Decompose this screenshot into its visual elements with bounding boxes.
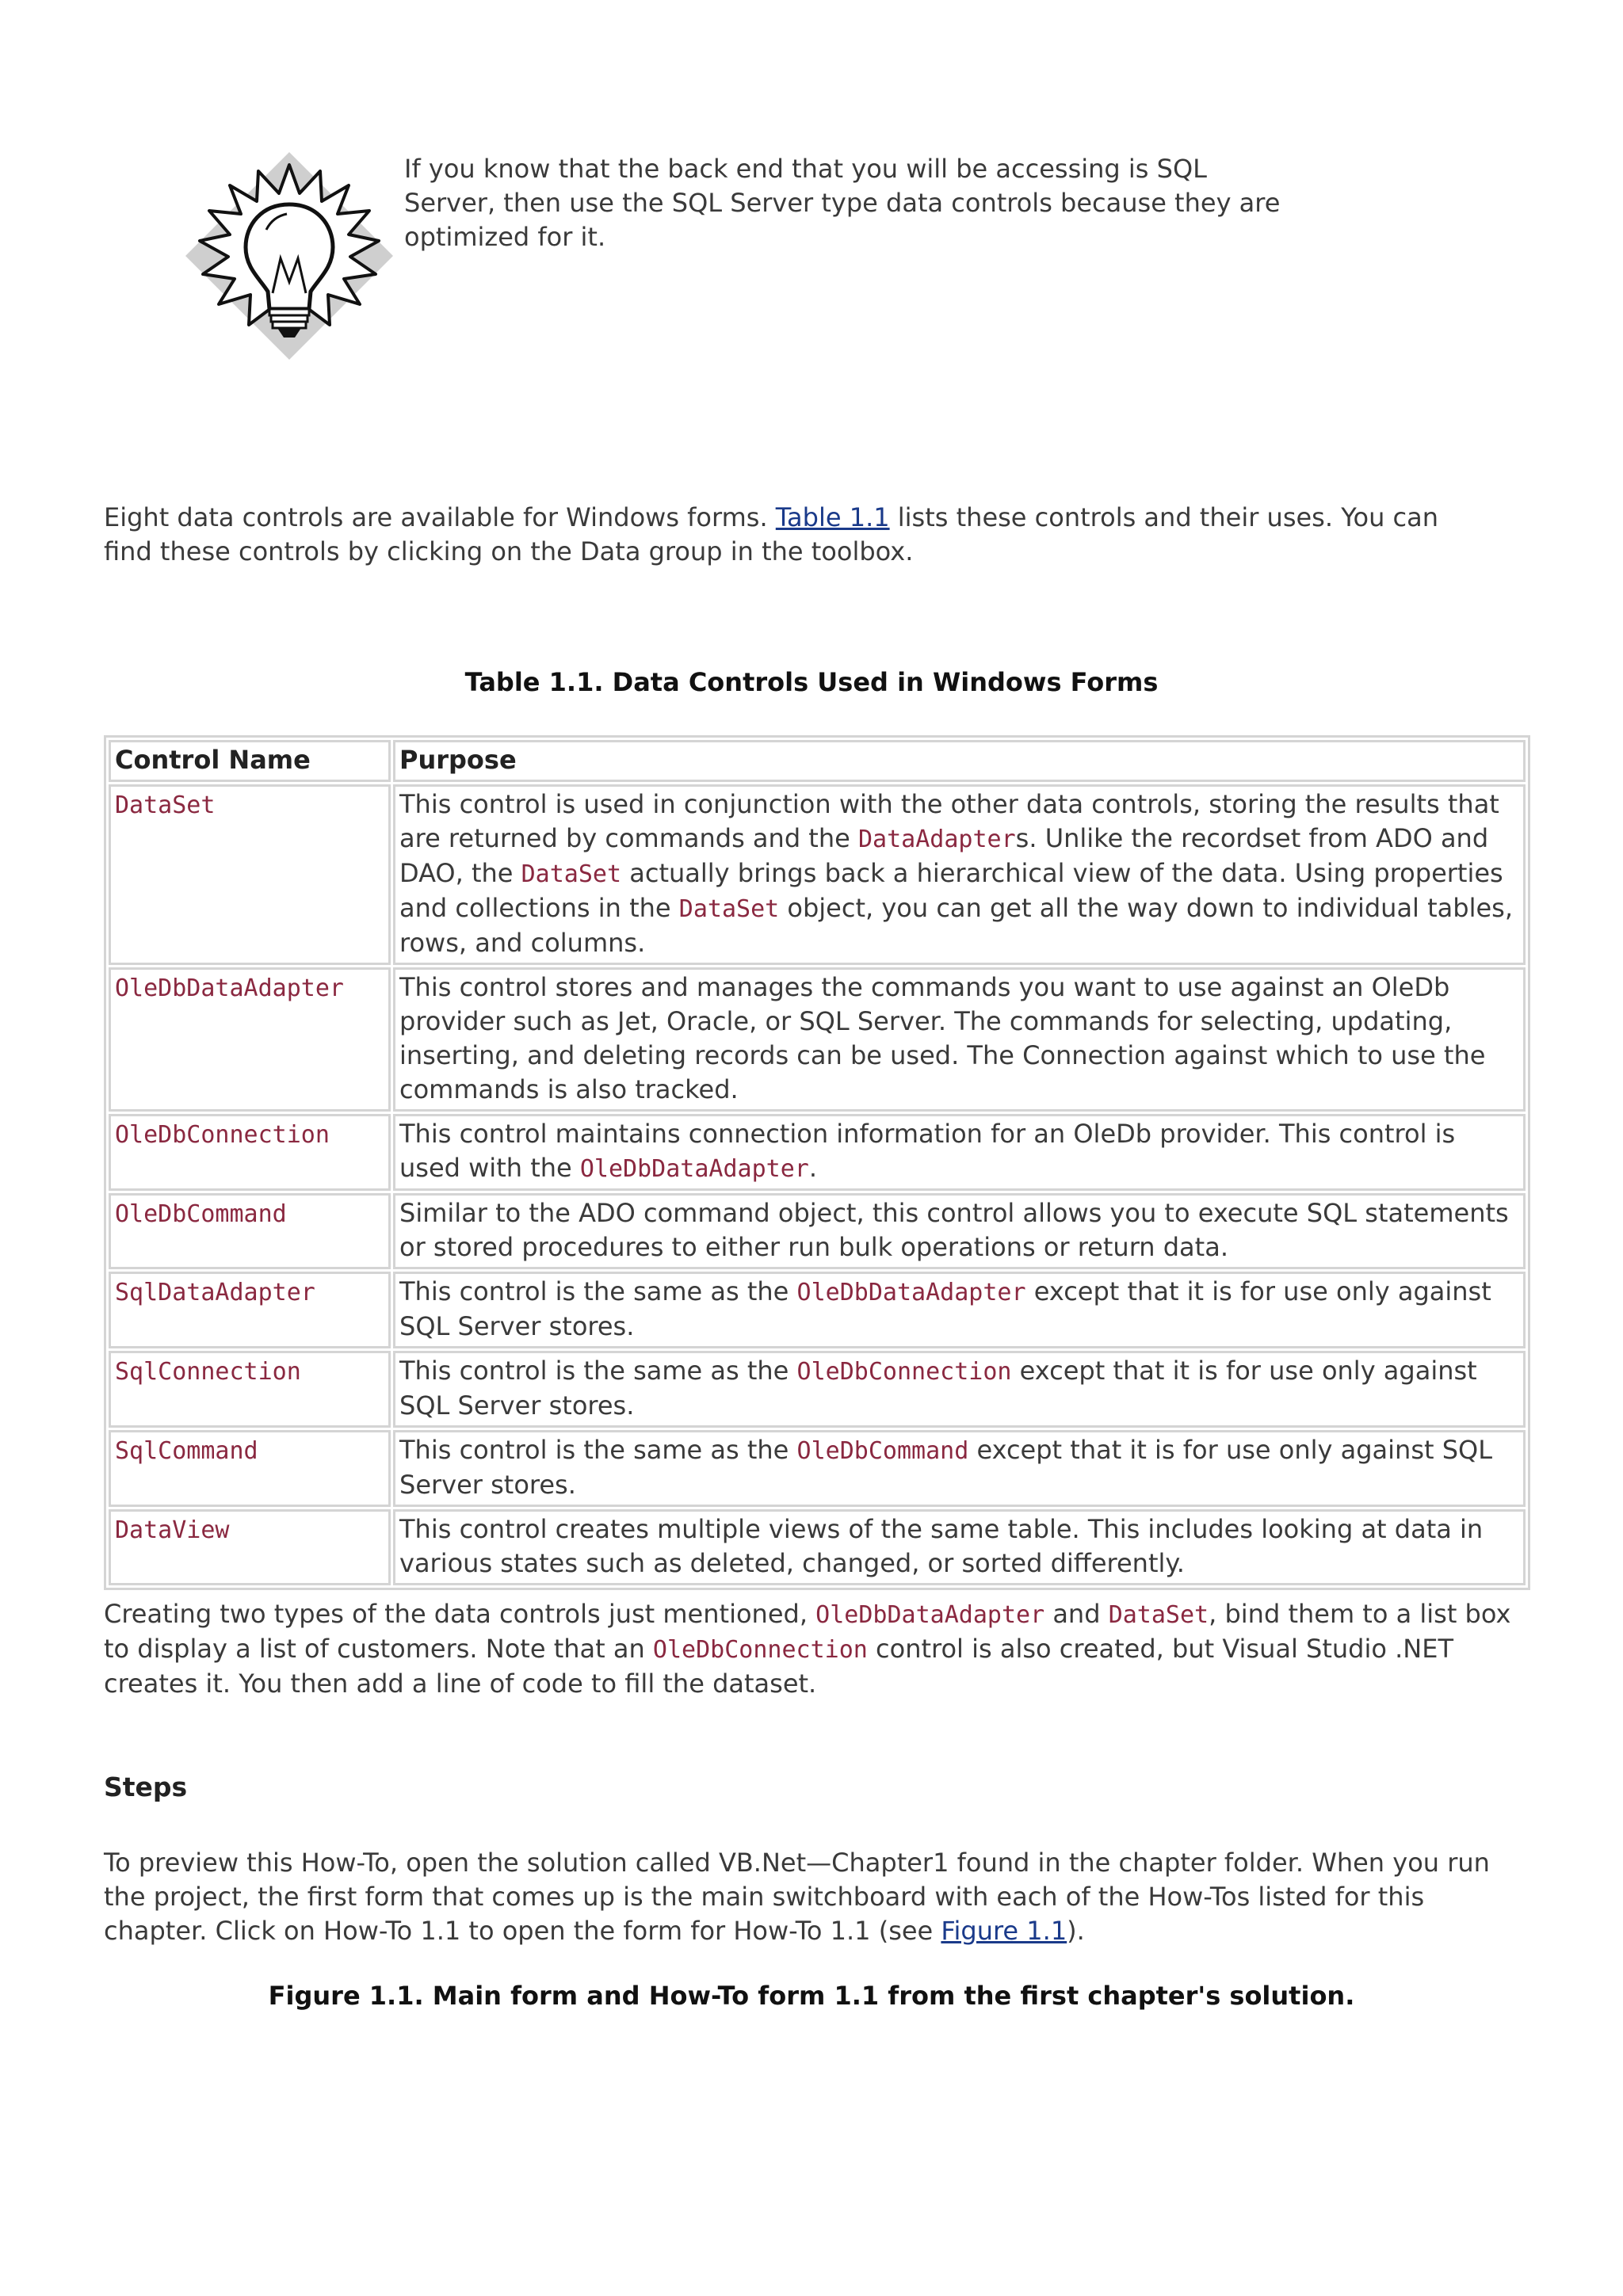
control-name: SqlDataAdapter xyxy=(115,1279,315,1306)
control-name: DataView xyxy=(115,1516,230,1544)
table-row xyxy=(109,967,1526,1112)
steps-heading: Steps xyxy=(104,1772,188,1802)
table-row xyxy=(109,784,1526,965)
text-segment: . xyxy=(808,1153,818,1183)
text-segment: This control creates multiple views of the same table. This includes looking at data in various states such as deleted, changed, or sorted differently. xyxy=(399,1514,1484,1578)
steps-text: To preview this How-To, open the solution called VB.Net—Chapter1 found in the chapter folder. When you run the project, the first form that comes up is the main switchboard with each of the How-Tos listed for this chapter. Click on How-To 1.1 to open the form for How-To 1.1 (see xyxy=(104,1848,1490,1946)
text-segment: except that it is for use only against SQL Server stores. xyxy=(399,1276,1491,1341)
tip-line: optimized for it. xyxy=(404,222,606,252)
purpose-cell xyxy=(393,967,1526,1112)
table-header-row xyxy=(109,740,1526,782)
text-segment: This control is used in conjunction with the other data controls, storing the results that are returned by commands and the xyxy=(399,789,1499,853)
purpose-cell xyxy=(393,1430,1526,1507)
code-term: OleDbDataAdapter xyxy=(796,1279,1026,1306)
code-term: OleDbDataAdapter xyxy=(815,1601,1045,1629)
code-term: OleDbDataAdapter xyxy=(579,1155,809,1183)
control-name: SqlConnection xyxy=(115,1358,301,1386)
purpose-cell xyxy=(393,784,1526,965)
text-segment: Creating two types of the data controls just mentioned, xyxy=(104,1599,816,1629)
table-1-1-link[interactable]: Table 1.1 xyxy=(775,502,890,532)
table-row xyxy=(109,1351,1526,1428)
table-row xyxy=(109,1430,1526,1507)
code-term: OleDbCommand xyxy=(796,1437,969,1465)
purpose-cell xyxy=(393,1272,1526,1348)
steps-paragraph xyxy=(104,1846,1530,1948)
control-name-cell xyxy=(109,784,391,965)
text-segment: control is also created, but Visual Studio .NET creates it. You then add a line of code to fill the dataset. xyxy=(104,1634,1453,1699)
text-segment: except that it is for use only against SQL Server stores. xyxy=(399,1435,1493,1500)
control-name-cell xyxy=(109,1114,391,1191)
text-segment: actually brings back a hierarchical view of the data. Using properties and collections in the xyxy=(399,858,1503,923)
text-segment: , bind them to a list box to display a list of customers. Note that an xyxy=(104,1599,1511,1664)
table-caption: Table 1.1. Data Controls Used in Windows Forms xyxy=(464,667,1159,697)
control-name: OleDbDataAdapter xyxy=(115,974,344,1002)
intro-text: find these controls by clicking on the Data group in the toolbox. xyxy=(104,536,914,566)
control-name-cell xyxy=(109,1509,391,1585)
code-term: DataAdapter xyxy=(857,826,1016,853)
text-segment: Similar to the ADO command object, this control allows you to execute SQL statements or stored procedures to either run bulk operations or return data. xyxy=(399,1198,1509,1262)
code-term: DataSet xyxy=(1108,1601,1209,1629)
control-name: OleDbCommand xyxy=(115,1200,287,1228)
lightbulb-tip-icon xyxy=(181,147,398,364)
steps-text: ). xyxy=(1067,1916,1085,1946)
column-header-purpose: Purpose xyxy=(393,740,1526,782)
control-name-cell xyxy=(109,1193,391,1269)
text-segment: object, you can get all the way down to individual tables, rows, and columns. xyxy=(399,893,1513,958)
control-name: OleDbConnection xyxy=(115,1121,330,1149)
text-segment: This control is the same as the xyxy=(399,1435,797,1465)
column-header-control-name: Control Name xyxy=(109,740,391,782)
text-segment: This control stores and manages the commands you want to use against an OleDb provider such as Jet, Oracle, or SQL Server. The commands for selecting, updating, inserting, and deleting records can be used. The Connection against which to use the commands is also tracked. xyxy=(399,972,1486,1104)
purpose-cell xyxy=(393,1114,1526,1191)
tip-note xyxy=(404,152,1339,254)
code-term: DataSet xyxy=(521,860,622,888)
intro-paragraph xyxy=(104,501,1530,569)
data-controls-table xyxy=(104,735,1530,1590)
table-row xyxy=(109,1509,1526,1585)
text-segment: except that it is for use only against SQL Server stores. xyxy=(399,1356,1477,1421)
table-body xyxy=(109,784,1526,1585)
tip-line: Server, then use the SQL Server type data controls because they are xyxy=(404,188,1281,218)
intro-text: Eight data controls are available for Windows forms. xyxy=(104,502,776,532)
control-name-cell xyxy=(109,1351,391,1428)
control-name: DataSet xyxy=(115,791,216,819)
control-name-cell xyxy=(109,1272,391,1348)
figure-caption: Figure 1.1. Main form and How-To form 1.1 from the first chapter's solution. xyxy=(268,1981,1355,2011)
code-term: OleDbConnection xyxy=(796,1358,1012,1386)
tip-line: If you know that the back end that you will be accessing is SQL xyxy=(404,154,1207,184)
control-name: SqlCommand xyxy=(115,1437,258,1465)
control-name-cell xyxy=(109,1430,391,1507)
table-row xyxy=(109,1272,1526,1348)
text-segment: This control maintains connection information for an OleDb provider. This control is used with the xyxy=(399,1119,1456,1183)
figure-1-1-link[interactable]: Figure 1.1 xyxy=(941,1916,1067,1946)
code-term: OleDbConnection xyxy=(652,1636,868,1664)
control-name-cell xyxy=(109,967,391,1112)
code-term: DataSet xyxy=(678,895,780,923)
after-table-paragraph xyxy=(104,1597,1530,1701)
table-row xyxy=(109,1193,1526,1269)
purpose-cell xyxy=(393,1193,1526,1269)
text-segment: and xyxy=(1044,1599,1109,1629)
text-segment: This control is the same as the xyxy=(399,1356,797,1386)
intro-text: lists these controls and their uses. You can xyxy=(889,502,1438,532)
text-segment: This control is the same as the xyxy=(399,1276,797,1306)
table-row xyxy=(109,1114,1526,1191)
purpose-cell xyxy=(393,1351,1526,1428)
purpose-cell xyxy=(393,1509,1526,1585)
text-segment: s. Unlike the recordset from ADO and DAO, the xyxy=(399,823,1489,888)
